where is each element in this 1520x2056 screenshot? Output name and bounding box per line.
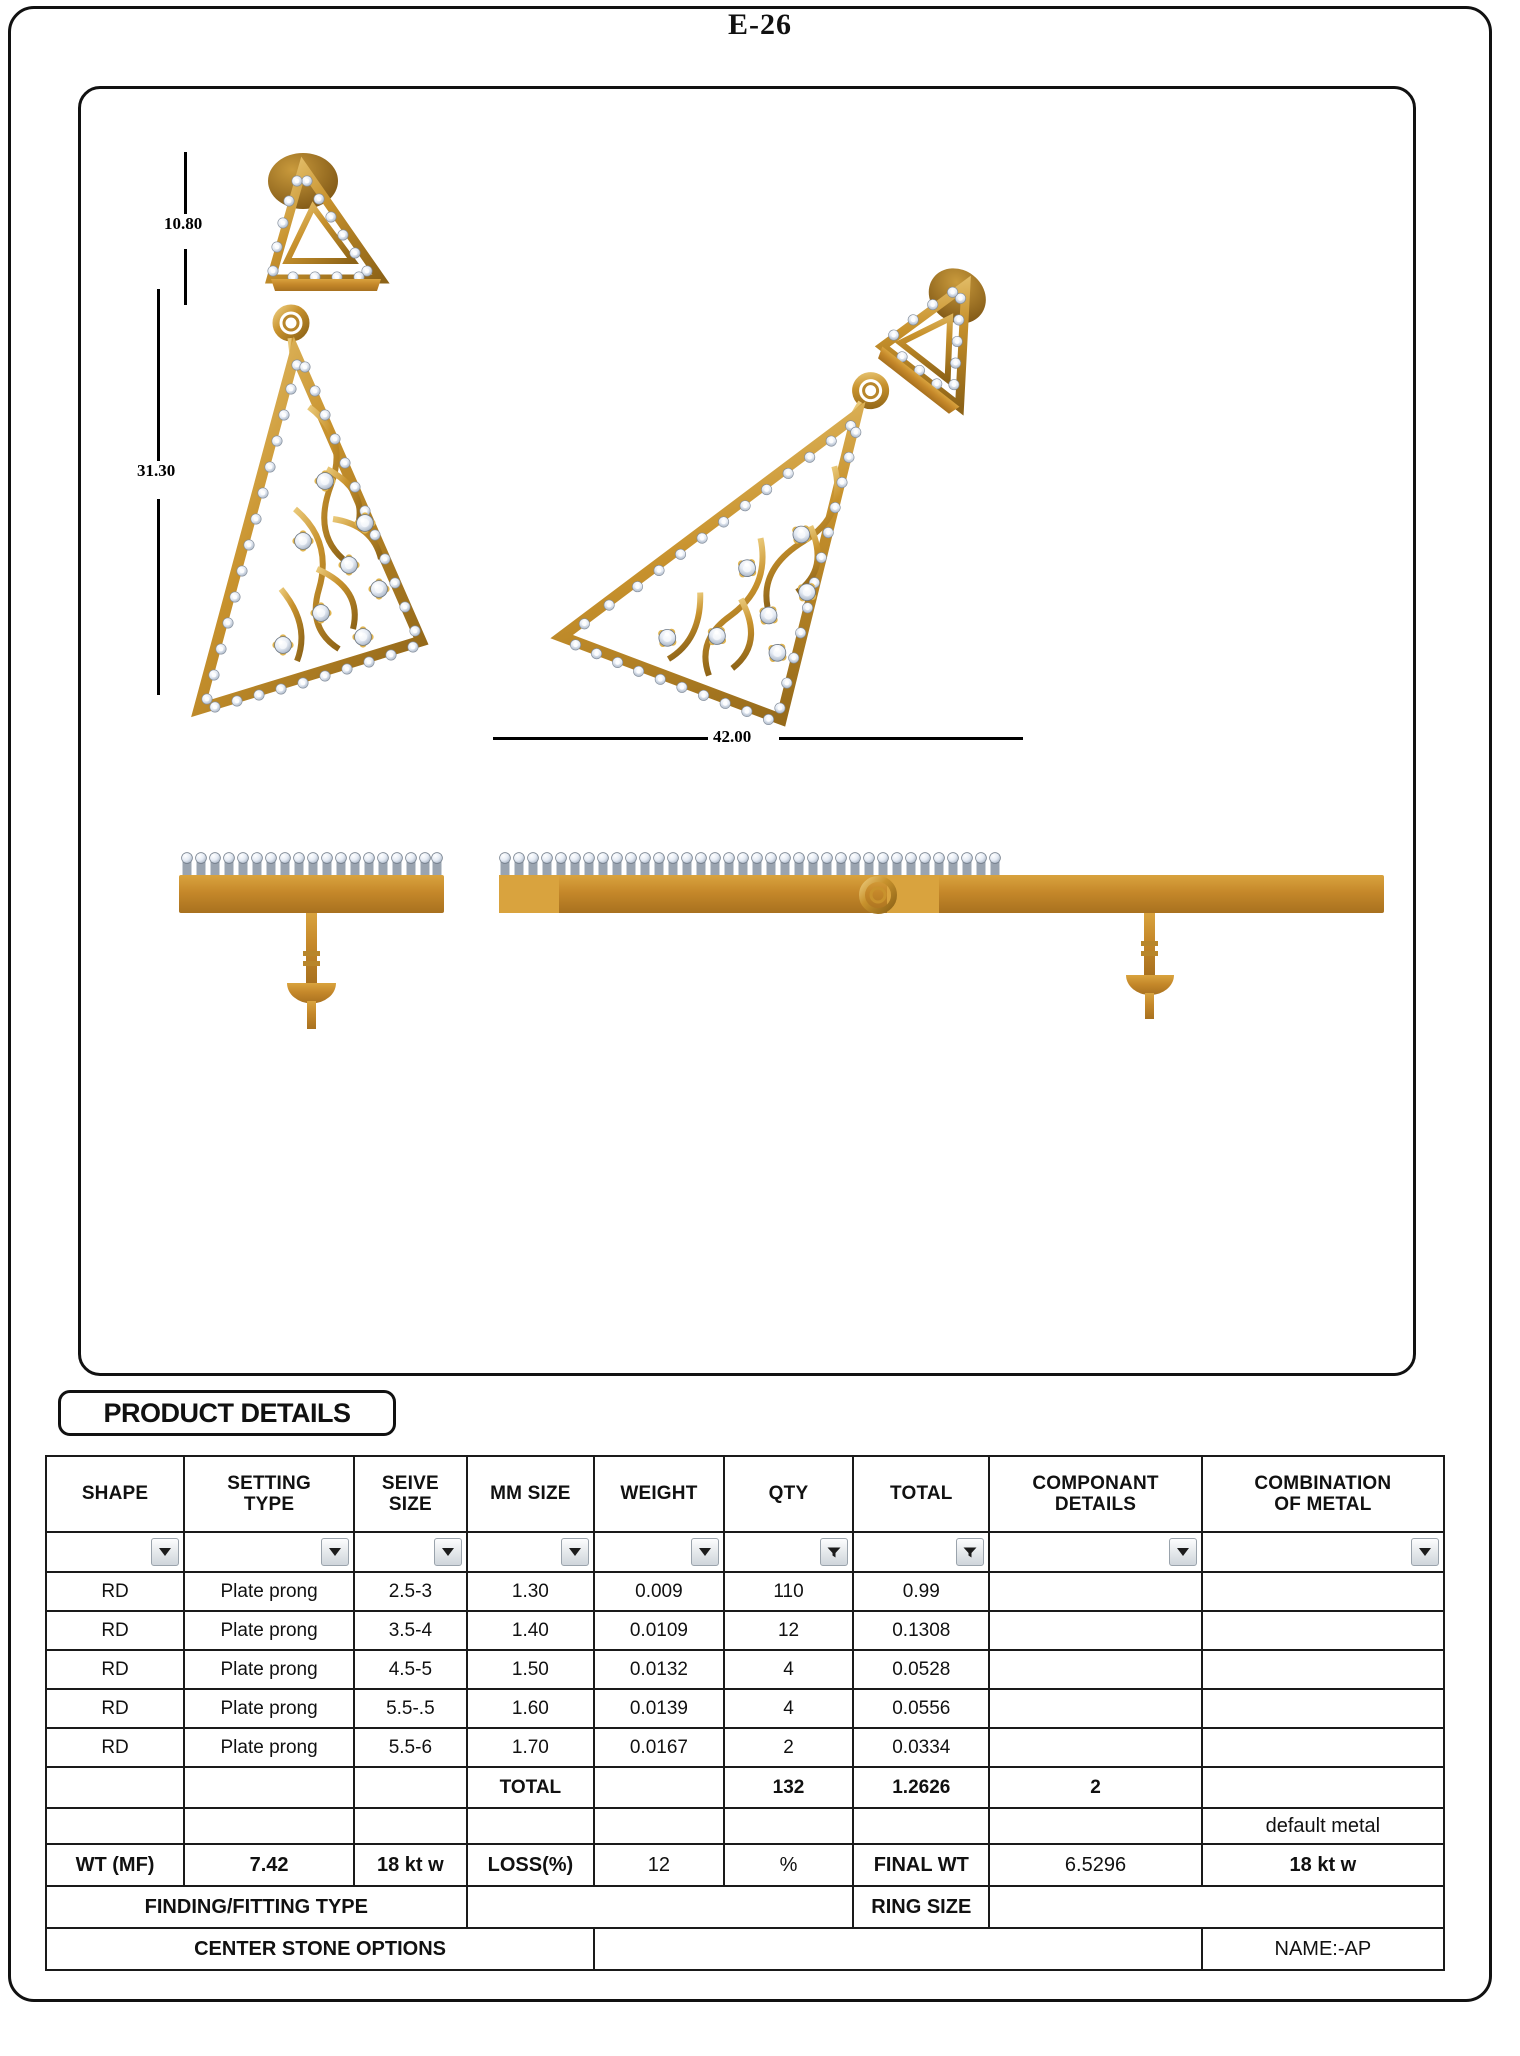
loss-value: 12 xyxy=(594,1844,724,1886)
col-header-total-line1: TOTAL xyxy=(890,1483,953,1505)
cell-componant-details xyxy=(989,1650,1201,1689)
center-stone-label: CENTER STONE OPTIONS xyxy=(46,1928,594,1970)
col-header-weight xyxy=(594,1456,724,1532)
col-header-setting-type-line1: SETTING xyxy=(227,1472,311,1494)
col-header-seive-size-line1: SEIVE xyxy=(381,1472,439,1494)
loss-unit: % xyxy=(724,1844,854,1886)
ring-size-value[interactable] xyxy=(989,1886,1444,1928)
cell-shape: RD xyxy=(46,1650,184,1689)
cell-seive-size: 4.5-5 xyxy=(354,1650,467,1689)
finding-fitting-label: FINDING/FITTING TYPE xyxy=(46,1886,467,1928)
cell-seive-size: 5.5-.5 xyxy=(354,1689,467,1728)
final-wt-label: FINAL WT xyxy=(853,1844,989,1886)
table-row xyxy=(46,1689,1444,1728)
table-row xyxy=(46,1572,1444,1611)
filter-cell-weight[interactable] xyxy=(594,1532,724,1572)
cell-componant-details xyxy=(989,1689,1201,1728)
dim-10-80-tick-bottom xyxy=(184,249,187,305)
col-header-qty-line1: QTY xyxy=(768,1483,809,1505)
table-totals-row xyxy=(46,1767,1444,1808)
blank-cell-8 xyxy=(989,1808,1201,1844)
col-header-seive-size-line2: SIZE xyxy=(388,1494,432,1515)
col-header-mm-size-line1: MM SIZE xyxy=(490,1483,571,1505)
filter-icon[interactable] xyxy=(956,1538,984,1566)
cell-mm-size: 1.50 xyxy=(467,1650,594,1689)
col-header-componant-details-line2: DETAILS xyxy=(1054,1494,1137,1515)
filter-cell-seive-size[interactable] xyxy=(354,1532,467,1572)
cell-setting-type: Plate prong xyxy=(184,1611,354,1650)
product-details-table xyxy=(45,1455,1445,1971)
chevron-down-icon[interactable] xyxy=(1169,1538,1197,1566)
name-field: NAME:-AP xyxy=(1202,1928,1444,1970)
cell-componant-details xyxy=(989,1572,1201,1611)
table-row xyxy=(46,1650,1444,1689)
col-header-seive-size xyxy=(354,1456,467,1532)
cell-mm-size: 1.60 xyxy=(467,1689,594,1728)
center-stone-row xyxy=(46,1928,1444,1970)
weight-summary-row xyxy=(46,1844,1444,1886)
table-row xyxy=(46,1728,1444,1767)
default-metal-note: default metal xyxy=(1202,1808,1444,1844)
chevron-down-icon[interactable] xyxy=(321,1538,349,1566)
blank-cell-5 xyxy=(594,1808,724,1844)
earring-front-left xyxy=(199,153,421,712)
cell-combination-of-metal xyxy=(1202,1650,1444,1689)
cell-mm-size: 1.70 xyxy=(467,1728,594,1767)
cell-qty: 110 xyxy=(724,1572,854,1611)
cell-setting-type: Plate prong xyxy=(184,1728,354,1767)
blank-cell-2 xyxy=(184,1808,354,1844)
dim-31-30-label: 31.30 xyxy=(134,461,178,481)
wt-mf-label: WT (MF) xyxy=(46,1844,184,1886)
col-header-combination-line2: OF METAL xyxy=(1274,1494,1372,1515)
earring-angled-right xyxy=(560,213,1070,777)
filter-cell-total[interactable] xyxy=(853,1532,989,1572)
product-details-label: PRODUCT DETAILS xyxy=(103,1397,351,1428)
chevron-down-icon[interactable] xyxy=(1411,1538,1439,1566)
totals-blank-combination xyxy=(1202,1767,1444,1808)
cell-qty: 12 xyxy=(724,1611,854,1650)
col-header-componant-details-line1: COMPONANT xyxy=(1032,1472,1159,1494)
totals-blank-shape xyxy=(46,1767,184,1808)
totals-blank-weight xyxy=(594,1767,724,1808)
cell-seive-size: 2.5-3 xyxy=(354,1572,467,1611)
table-row xyxy=(46,1611,1444,1650)
cell-total: 0.0556 xyxy=(853,1689,989,1728)
cell-weight: 0.0109 xyxy=(594,1611,724,1650)
cell-combination-of-metal xyxy=(1202,1728,1444,1767)
cell-shape: RD xyxy=(46,1689,184,1728)
ring-size-label: RING SIZE xyxy=(853,1886,989,1928)
cell-weight: 0.0139 xyxy=(594,1689,724,1728)
cell-setting-type: Plate prong xyxy=(184,1689,354,1728)
totals-qty: 132 xyxy=(724,1767,854,1808)
totals-blank-seive xyxy=(354,1767,467,1808)
chevron-down-icon[interactable] xyxy=(561,1538,589,1566)
col-header-setting-type-line2: TYPE xyxy=(243,1494,295,1515)
filter-cell-shape[interactable] xyxy=(46,1532,184,1572)
dim-31-30-tick-top xyxy=(157,289,160,467)
filter-cell-qty[interactable] xyxy=(724,1532,854,1572)
filter-cell-combination-of-metal[interactable] xyxy=(1202,1532,1444,1572)
col-header-shape-line1: SHAPE xyxy=(81,1483,149,1505)
cell-qty: 4 xyxy=(724,1650,854,1689)
cell-setting-type: Plate prong xyxy=(184,1572,354,1611)
col-header-total xyxy=(853,1456,989,1532)
cell-weight: 0.0132 xyxy=(594,1650,724,1689)
dim-31-30-tick-bottom xyxy=(157,499,160,695)
cell-combination-of-metal xyxy=(1202,1611,1444,1650)
cell-shape: RD xyxy=(46,1611,184,1650)
cell-setting-type: Plate prong xyxy=(184,1650,354,1689)
col-header-combination-line1: COMBINATION xyxy=(1254,1472,1392,1494)
wt-mf-metal: 18 kt w xyxy=(354,1844,467,1886)
cell-qty: 2 xyxy=(724,1728,854,1767)
blank-cell-4 xyxy=(467,1808,594,1844)
finding-fitting-value[interactable] xyxy=(467,1886,854,1928)
cell-total: 0.0334 xyxy=(853,1728,989,1767)
cell-shape: RD xyxy=(46,1728,184,1767)
cell-combination-of-metal xyxy=(1202,1572,1444,1611)
center-stone-value[interactable] xyxy=(594,1928,1202,1970)
filter-cell-setting-type[interactable] xyxy=(184,1532,354,1572)
product-details-badge xyxy=(58,1390,396,1436)
totals-blank-setting xyxy=(184,1767,354,1808)
loss-label: LOSS(%) xyxy=(467,1844,594,1886)
table-filter-row xyxy=(46,1532,1444,1572)
col-header-shape xyxy=(46,1456,184,1532)
cell-mm-size: 1.30 xyxy=(467,1572,594,1611)
dim-42-00-label: 42.00 xyxy=(710,727,754,747)
cell-total: 0.99 xyxy=(853,1572,989,1611)
cell-weight: 0.009 xyxy=(594,1572,724,1611)
page-title: E-26 xyxy=(728,8,792,41)
totals-label: TOTAL xyxy=(467,1767,594,1808)
cell-weight: 0.0167 xyxy=(594,1728,724,1767)
col-header-weight-line1: WEIGHT xyxy=(620,1483,698,1505)
dim-10-80-tick-top xyxy=(184,152,187,220)
col-header-qty xyxy=(724,1456,854,1532)
col-header-setting-type xyxy=(184,1456,354,1532)
cell-seive-size: 3.5-4 xyxy=(354,1611,467,1650)
render-frame xyxy=(78,86,1416,1376)
default-metal-row xyxy=(46,1808,1444,1844)
cell-qty: 4 xyxy=(724,1689,854,1728)
cell-mm-size: 1.40 xyxy=(467,1611,594,1650)
totals-componant-details: 2 xyxy=(989,1767,1201,1808)
cell-total: 0.1308 xyxy=(853,1611,989,1650)
dim-10-80-label: 10.80 xyxy=(161,214,205,234)
chevron-down-icon[interactable] xyxy=(691,1538,719,1566)
table-header-row xyxy=(46,1456,1444,1532)
dim-42-00-line-left xyxy=(493,737,708,740)
wt-mf-value: 7.42 xyxy=(184,1844,354,1886)
cell-componant-details xyxy=(989,1611,1201,1650)
filter-cell-mm-size[interactable] xyxy=(467,1532,594,1572)
blank-cell-7 xyxy=(853,1808,989,1844)
blank-cell-6 xyxy=(724,1808,854,1844)
cell-total: 0.0528 xyxy=(853,1650,989,1689)
col-header-combination-of-metal xyxy=(1202,1456,1444,1532)
blank-cell-1 xyxy=(46,1808,184,1844)
chevron-down-icon[interactable] xyxy=(434,1538,462,1566)
col-header-mm-size xyxy=(467,1456,594,1532)
totals-total: 1.2626 xyxy=(853,1767,989,1808)
dim-42-00-line-right xyxy=(779,737,1023,740)
final-metal: 18 kt w xyxy=(1202,1844,1444,1886)
chevron-down-icon[interactable] xyxy=(151,1538,179,1566)
final-wt-value: 6.5296 xyxy=(989,1844,1201,1886)
cell-componant-details xyxy=(989,1728,1201,1767)
cell-shape: RD xyxy=(46,1572,184,1611)
cell-combination-of-metal xyxy=(1202,1689,1444,1728)
col-header-componant-details xyxy=(989,1456,1201,1532)
cell-seive-size: 5.5-6 xyxy=(354,1728,467,1767)
finding-fitting-row xyxy=(46,1886,1444,1928)
filter-cell-componant-details[interactable] xyxy=(989,1532,1201,1572)
blank-cell-3 xyxy=(354,1808,467,1844)
filter-icon[interactable] xyxy=(820,1538,848,1566)
